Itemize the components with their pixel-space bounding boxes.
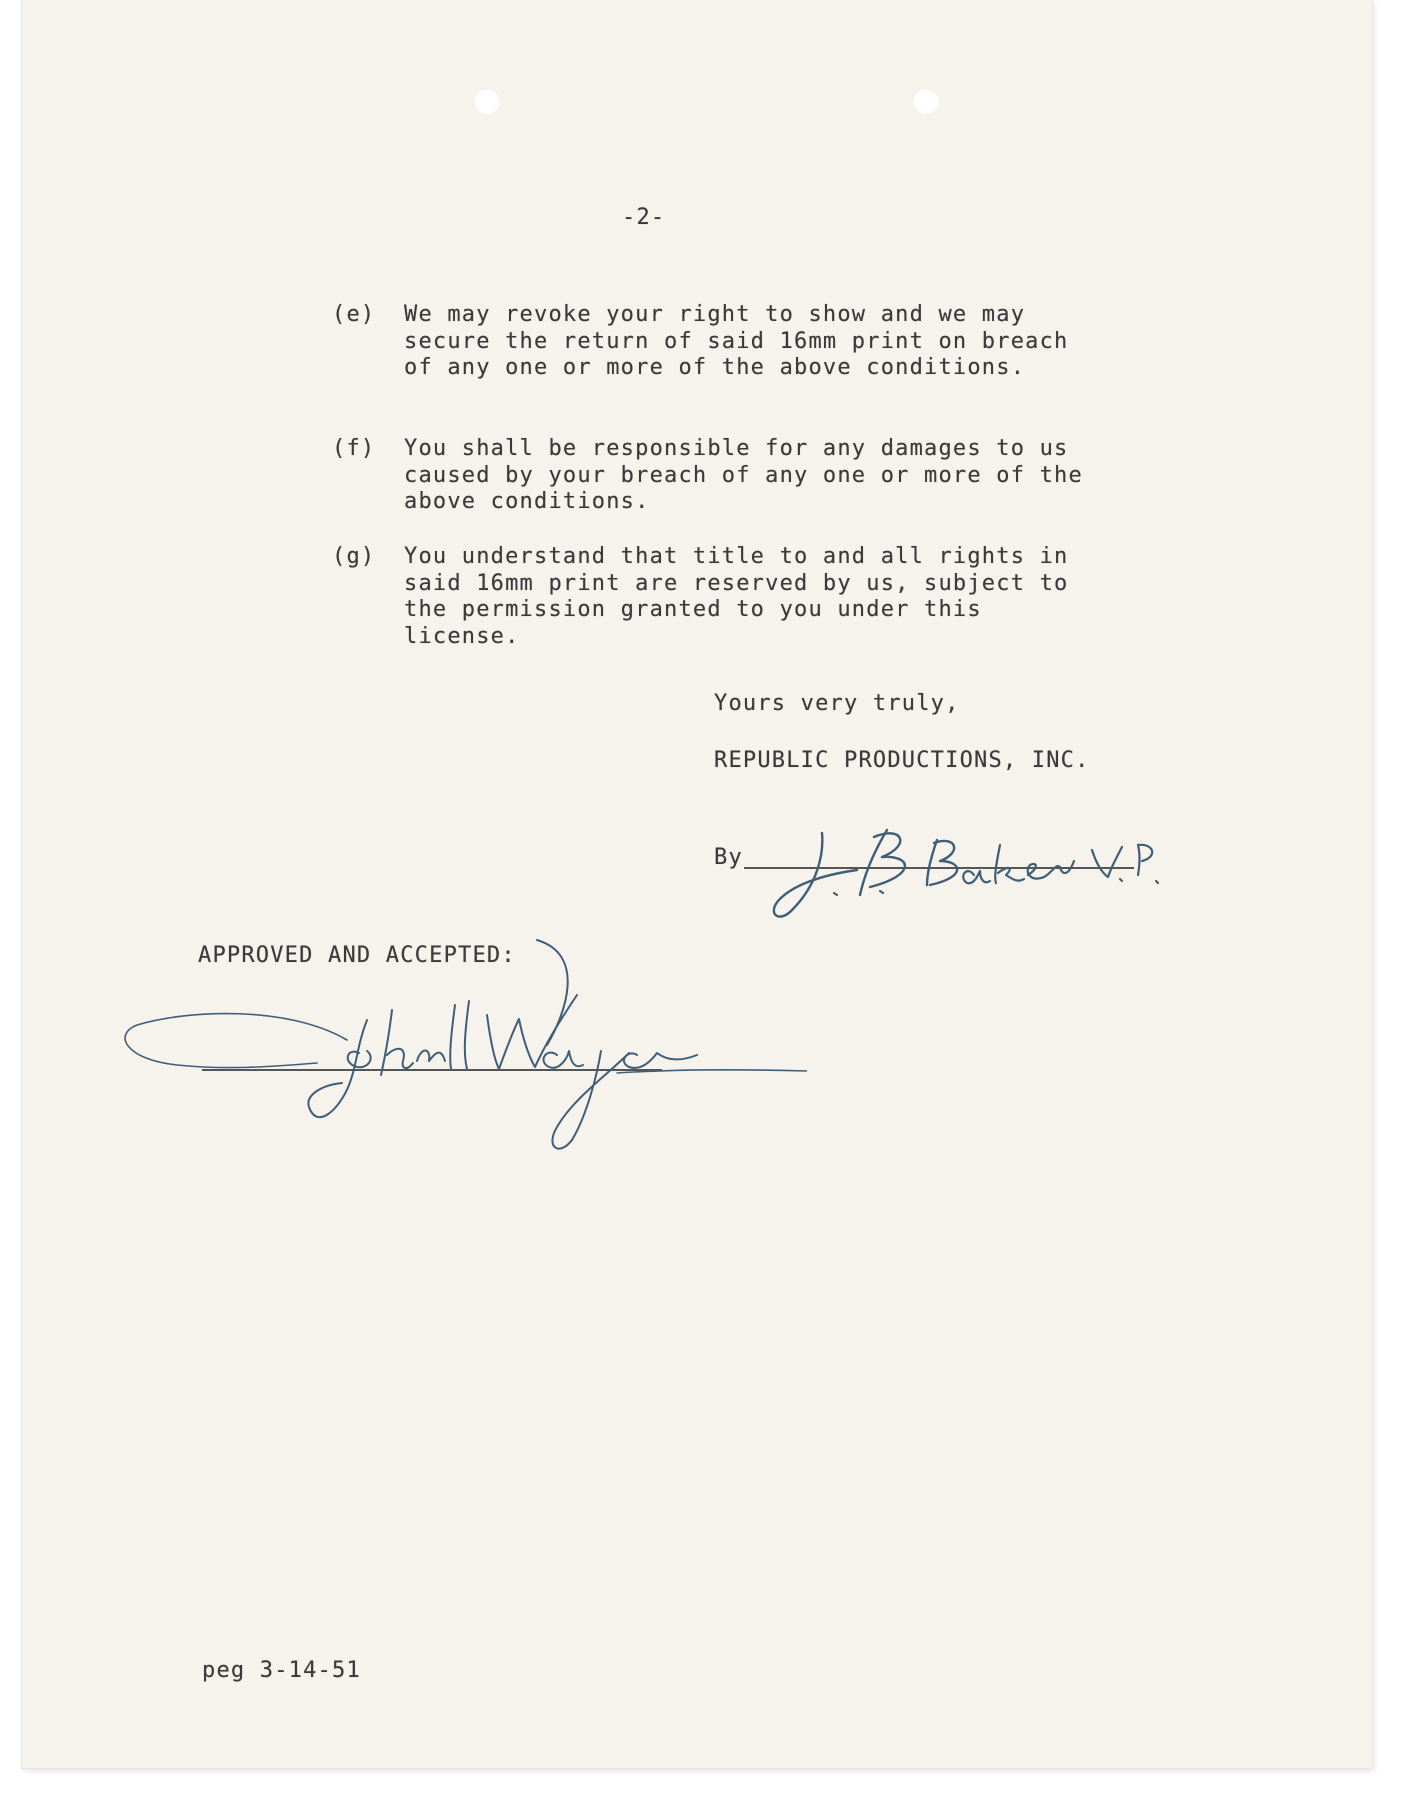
clause-text: We may revoke your right to show and we may secure the return of said 16mm print on breach of any one or more of the above conditions.: [404, 302, 1069, 380]
signatory-signature: [762, 815, 1182, 925]
footer-note: peg 3-14-51: [202, 1658, 361, 1683]
closing-salutation: Yours very truly,: [714, 691, 960, 716]
clause-label: (f): [332, 436, 376, 461]
acceptor-signature: [117, 935, 807, 1165]
company-name: REPUBLIC PRODUCTIONS, INC.: [714, 748, 1090, 773]
document-page: [22, 0, 1372, 1768]
punch-hole: [913, 88, 939, 114]
approved-and-accepted-label: APPROVED AND ACCEPTED:: [198, 943, 516, 968]
by-label: By: [714, 845, 743, 870]
clause-text: You shall be responsible for any damages to us caused by your breach of any one or more of the above conditions.: [404, 436, 1083, 514]
clause-text: You understand that title to and all rights in said 16mm print are reserved by us, subject to the permission granted to you under this license.: [404, 544, 1069, 649]
punch-hole: [474, 88, 500, 114]
page-number: -2-: [622, 205, 666, 230]
clause-label: (g): [332, 544, 376, 569]
clause-label: (e): [332, 302, 376, 327]
